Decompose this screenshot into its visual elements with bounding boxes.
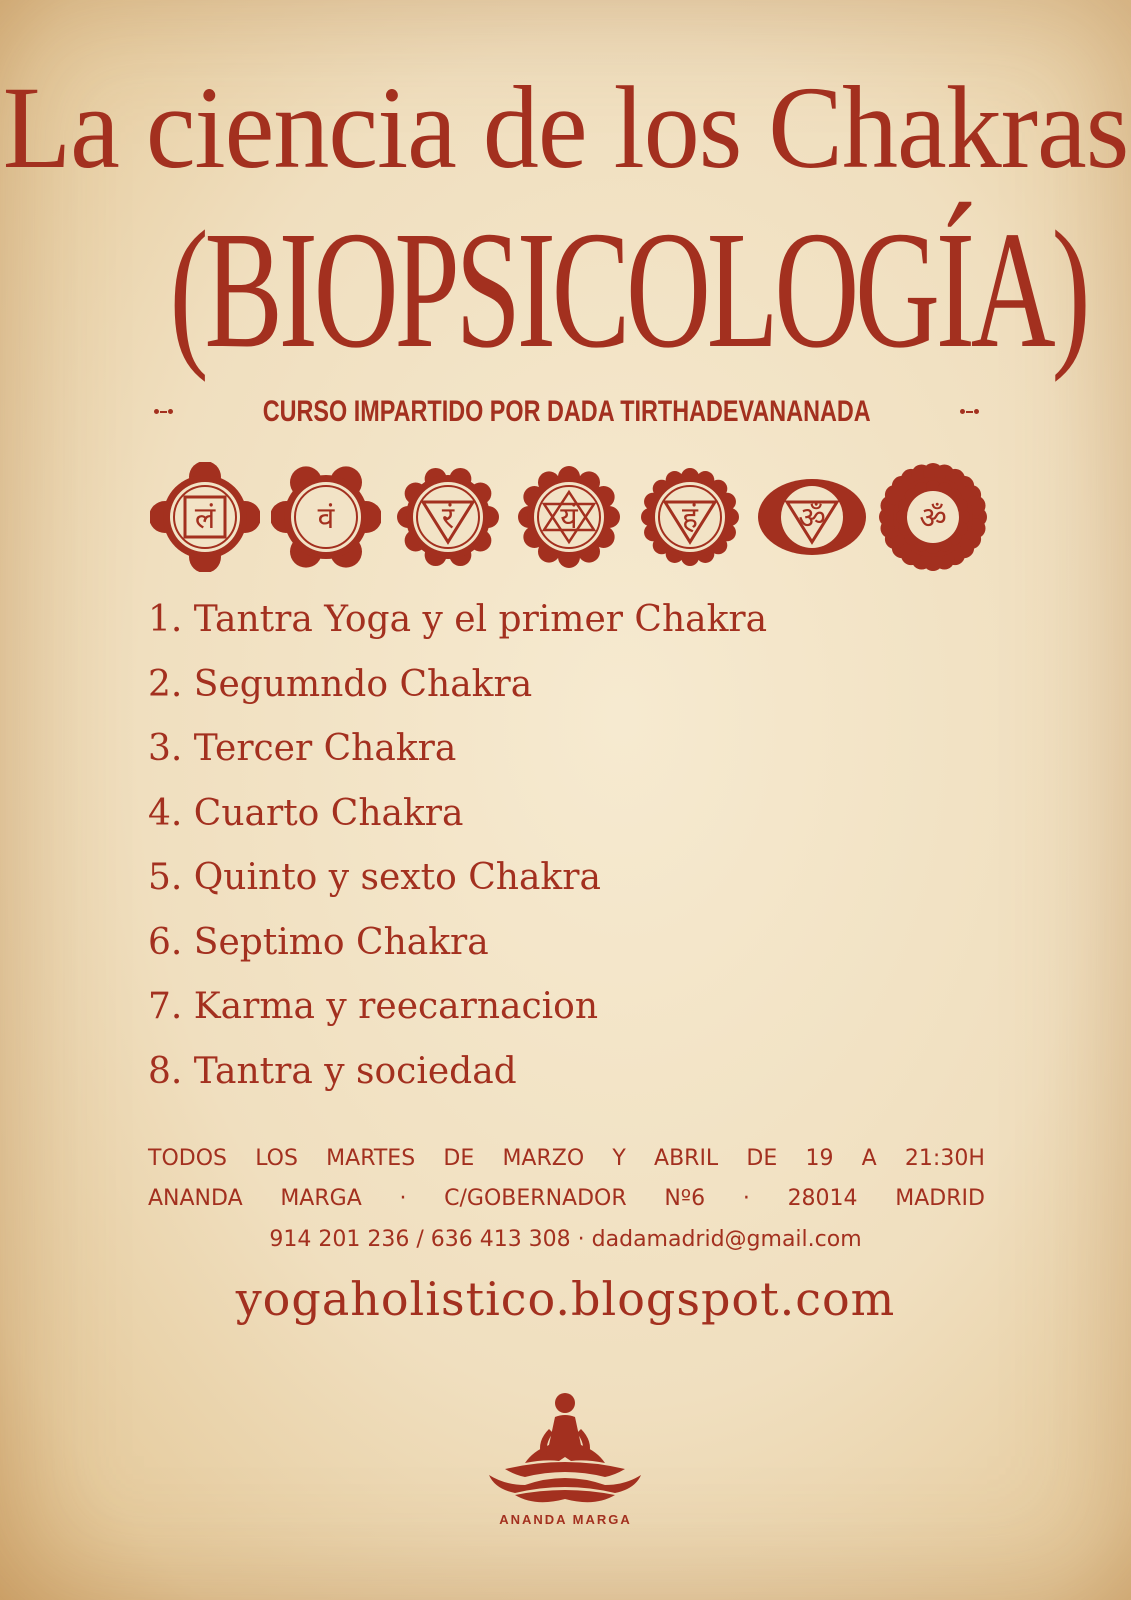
left-ornament-rule <box>160 411 167 413</box>
topic-item: 4. Cuarto Chakra <box>148 792 464 834</box>
sahasrara-icon <box>878 462 988 572</box>
manipura-icon <box>393 462 503 572</box>
topic-item: 6. Septimo Chakra <box>148 921 489 963</box>
vishuddha-icon <box>635 462 745 572</box>
chakra-symbol-row <box>150 462 988 572</box>
info-word: ANANDA <box>148 1186 243 1211</box>
info-word: DE <box>443 1146 475 1171</box>
muladhara-icon <box>150 462 260 572</box>
info-word: DE <box>746 1146 778 1171</box>
anahata-icon <box>514 462 624 572</box>
contact-line: 914 201 236 / 636 413 308 · dadamadrid@gmail.com <box>269 1227 862 1252</box>
info-word: Y <box>612 1146 626 1171</box>
info-word: ABRIL <box>654 1146 719 1171</box>
chakra-syllable: हं <box>682 501 699 536</box>
info-word: MARGA <box>280 1186 362 1211</box>
address-line <box>148 1186 985 1211</box>
poster-title: La ciencia de los Chakras <box>2 62 1129 194</box>
topic-item: 8. Tantra y sociedad <box>148 1050 517 1092</box>
logo-caption: ANANDA MARGA <box>499 1512 632 1527</box>
chakra-syllable: यं <box>560 501 578 536</box>
info-word: TODOS <box>148 1146 227 1171</box>
info-word: MARTES <box>326 1146 416 1171</box>
topic-item: 3. Tercer Chakra <box>148 728 457 769</box>
ajna-icon <box>757 462 867 572</box>
course-topic-list <box>148 588 968 1104</box>
info-word: Nº6 <box>664 1186 706 1211</box>
info-word: LOS <box>255 1146 298 1171</box>
topic-item: 7. Karma y reecarnacion <box>148 986 599 1027</box>
svadhisthana-icon <box>271 462 381 572</box>
topic-item: 1. Tantra Yoga y el primer Chakra <box>148 599 768 640</box>
info-word: 28014 <box>787 1186 858 1211</box>
info-word: MARZO <box>502 1146 585 1171</box>
info-word: 19 <box>805 1146 834 1171</box>
poster-title-subject: (BIOPSICOLOGÍA) <box>169 197 1087 383</box>
chakra-syllable: लं <box>194 501 216 536</box>
right-ornament-rule <box>966 411 973 413</box>
info-word: A <box>861 1146 877 1171</box>
subtitle-banner <box>150 392 983 432</box>
chakra-syllable: ॐ <box>797 501 826 536</box>
chakra-syllable: रं <box>441 501 454 536</box>
info-word: C/GOBERNADOR <box>444 1186 627 1211</box>
info-word: MADRID <box>895 1186 985 1211</box>
info-word: 21:30H <box>904 1146 985 1171</box>
ananda-marga-logo-icon <box>485 1385 645 1525</box>
info-word: · <box>399 1186 407 1211</box>
instructor-subtitle: CURSO IMPARTIDO POR DADA TIRTHADEVANANADA <box>262 395 871 428</box>
topic-item: 2. Segumndo Chakra <box>148 663 533 705</box>
chakra-syllable: वं <box>317 501 335 536</box>
info-word: · <box>742 1186 750 1211</box>
schedule-line <box>148 1146 985 1171</box>
topic-item: 5. Quinto y sexto Chakra <box>148 857 601 898</box>
chakra-syllable: ॐ <box>919 501 947 536</box>
website-link[interactable]: yogaholistico.blogspot.com <box>235 1272 896 1326</box>
